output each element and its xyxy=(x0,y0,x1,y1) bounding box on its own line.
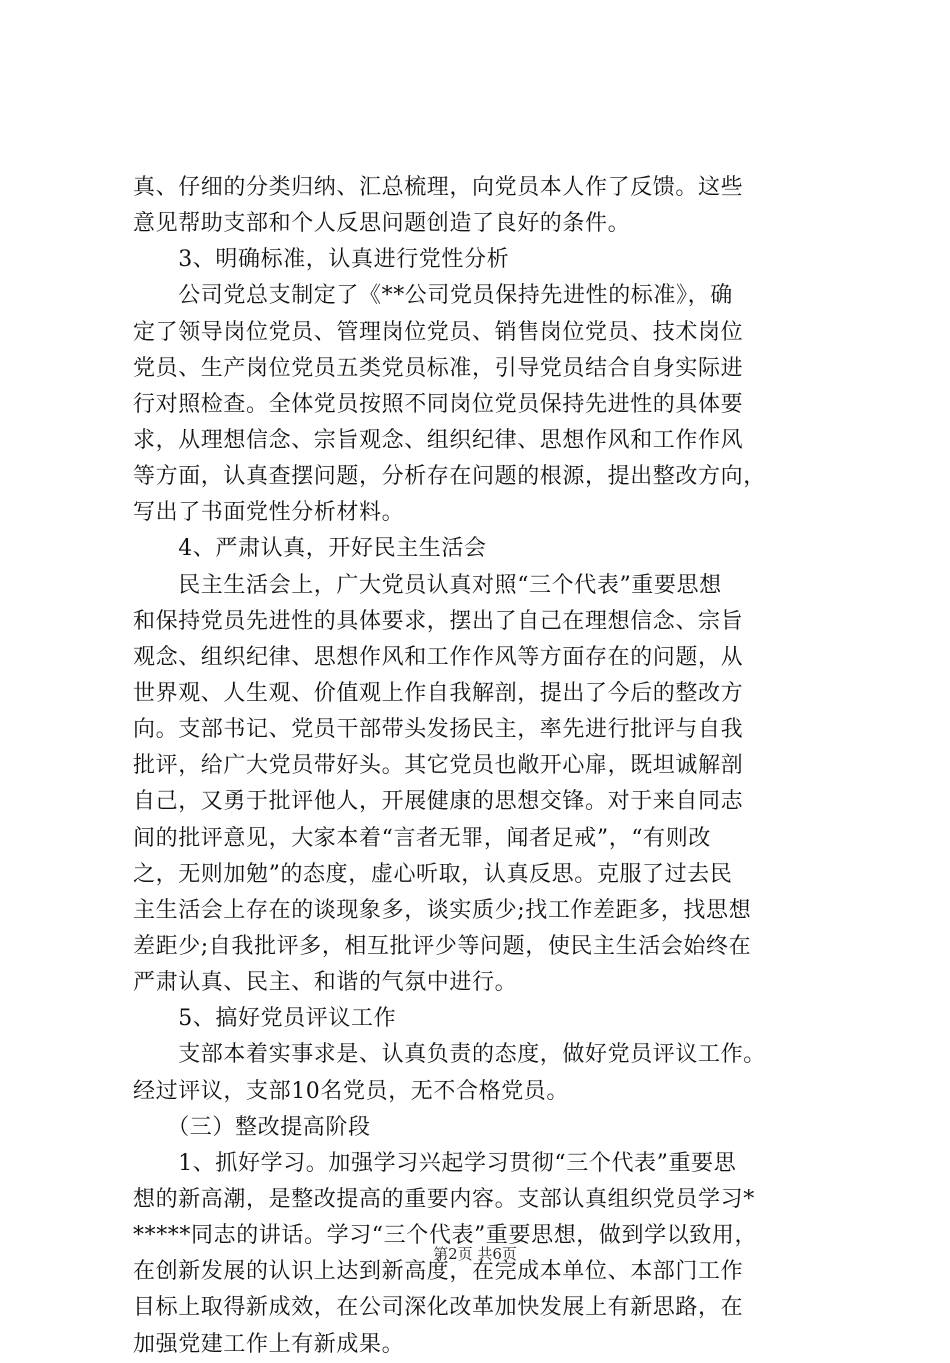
text-line: 4、严肃认真，开好民主生活会 xyxy=(133,536,487,562)
text-line: 党员、生产岗位党员五类党员标准，引导党员结合自身实际进 xyxy=(133,355,744,381)
text-line: 目标上取得新成效，在公司深化改革加快发展上有新思路，在 xyxy=(133,1295,744,1321)
text-line: 等方面，认真查摆问题，分析存在问题的根源，提出整改方向， xyxy=(133,464,766,490)
text-line: 严肃认真、民主、和谐的气氛中进行。 xyxy=(133,970,518,996)
text-line: 民主生活会上，广大党员认真对照“三个代表”重要思想 xyxy=(133,572,722,598)
text-line: 定了领导岗位党员、管理岗位党员、销售岗位党员、技术岗位 xyxy=(133,319,744,345)
text-line: 意见帮助支部和个人反思问题创造了良好的条件。 xyxy=(133,211,631,237)
text-line: 3、明确标准，认真进行党性分析 xyxy=(133,247,510,273)
text-line: 想的新高潮，是整改提高的重要内容。支部认真组织党员学习* xyxy=(133,1186,755,1212)
text-line: 差距少;自我批评多，相互批评少等问题，使民主生活会始终在 xyxy=(133,933,752,959)
text-line: 自己，又勇于批评他人，开展健康的思想交锋。对于来自同志 xyxy=(133,789,744,815)
text-line: 向。支部书记、党员干部带头发扬民主，率先进行批评与自我 xyxy=(133,717,744,743)
text-line: 在创新发展的认识上达到新高度，在完成本单位、本部门工作 xyxy=(133,1259,744,1285)
text-line: 支部本着实事求是、认真负责的态度，做好党员评议工作。 xyxy=(133,1042,766,1068)
text-line: （三）整改提高阶段 xyxy=(133,1114,371,1140)
text-line: 5、搞好党员评议工作 xyxy=(133,1006,397,1032)
text-line: *****同志的讲话。学习“三个代表”重要思想，做到学以致用， xyxy=(133,1223,758,1249)
text-line: 批评，给广大党员带好头。其它党员也敞开心扉，既坦诚解剖 xyxy=(133,753,744,779)
body-text xyxy=(133,170,833,1363)
text-line: 世界观、人生观、价值观上作自我解剖，提出了今后的整改方 xyxy=(133,680,744,706)
text-line: 观念、组织纪律、思想作风和工作作风等方面存在的问题，从 xyxy=(133,644,744,670)
text-line: 写出了书面党性分析材料。 xyxy=(133,500,405,526)
page-footer: 第2页 共6页 xyxy=(433,1245,517,1263)
text-line: 行对照检查。全体党员按照不同岗位党员保持先进性的具体要 xyxy=(133,391,744,417)
text-line: 和保持党员先进性的具体要求，摆出了自己在理想信念、宗旨 xyxy=(133,608,744,634)
text-line: 加强党建工作上有新成果。 xyxy=(133,1331,405,1357)
text-line: 之，无则加勉”的态度，虚心听取，认真反思。克服了过去民 xyxy=(133,861,733,887)
text-line: 求，从理想信念、宗旨观念、组织纪律、思想作风和工作作风 xyxy=(133,427,744,453)
text-line: 公司党总支制定了《**公司党员保持先进性的标准》，确 xyxy=(133,283,733,309)
text-line: 间的批评意见，大家本着“言者无罪，闻者足戒”，“有则改 xyxy=(133,825,711,851)
text-line: 1、抓好学习。加强学习兴起学习贯彻“三个代表”重要思 xyxy=(133,1150,737,1176)
text-line: 经过评议，支部10名党员，无不合格党员。 xyxy=(133,1078,569,1104)
text-line: 真、仔细的分类归纳、汇总梳理，向党员本人作了反馈。这些 xyxy=(133,175,744,200)
text-line: 主生活会上存在的谈现象多，谈实质少;找工作差距多，找思想 xyxy=(133,897,752,923)
